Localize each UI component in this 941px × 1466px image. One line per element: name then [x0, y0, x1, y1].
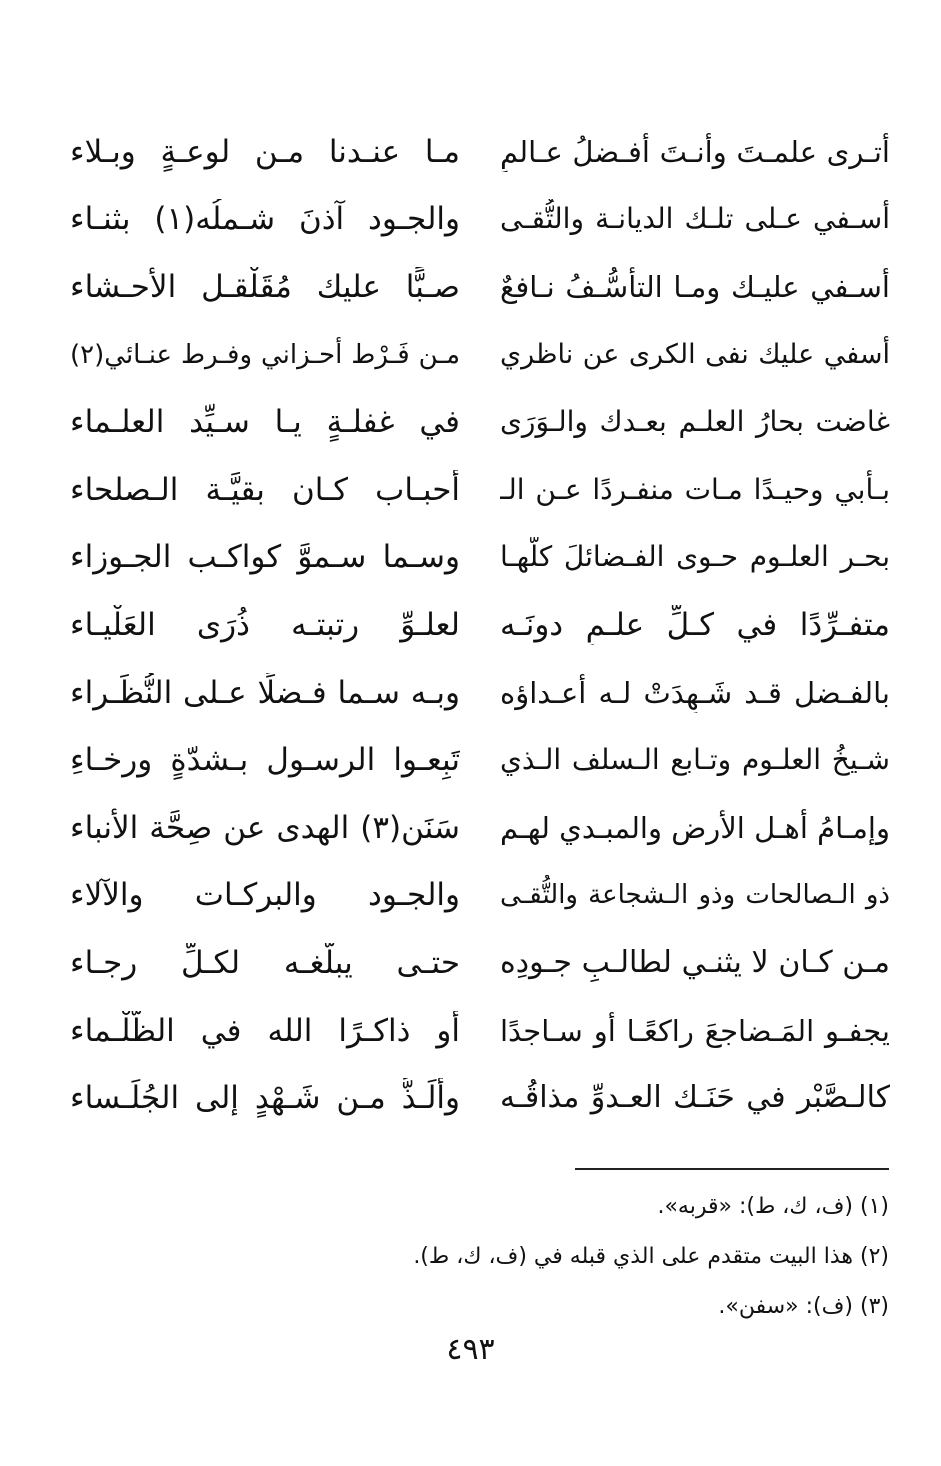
verse-line	[70, 388, 890, 456]
verse-second-hemistich: والجـود والبركـات والآلاء	[70, 877, 460, 914]
verse-first-hemistich: بالفـضل قـد شَـهِدَتْ لـه أعـداؤه	[500, 675, 890, 710]
verse-line	[70, 1064, 890, 1132]
footnotes	[89, 1182, 889, 1332]
verse-line	[70, 321, 890, 389]
verse-second-hemistich: صـبًّا عليك مُقَلْقـل الأحـشاء	[70, 268, 460, 305]
verse-second-hemistich: لعلـوِّ رتبتـه ذُرَى العَلْيـاء	[70, 606, 460, 643]
verse-line	[70, 997, 890, 1065]
verse-second-hemistich: وألَـذُّ مـن شَـهْدٍ إلى الجُلَـساء	[70, 1080, 460, 1117]
verse-line	[70, 659, 890, 727]
verse-second-hemistich: تَبِعـوا الرسـول بـشدّةٍ ورخـاءِ	[70, 742, 460, 779]
verse-second-hemistich: أحبـاب كـان بقيَّـة الـصلحاء	[70, 471, 460, 508]
verse-second-hemistich: أو ذاكـرًا الله في الظَّلْـماء	[70, 1012, 460, 1049]
verse-line	[70, 862, 890, 930]
verse-first-hemistich: وإمـامُ أهـل الأرض والمبـدي لهـم	[500, 810, 890, 845]
verse-line	[70, 253, 890, 321]
verse-first-hemistich: مـن كـان لا يثنـي لطالـبِ جـودِه	[500, 944, 890, 980]
verse-first-hemistich: غاضت بحارُ العلـم بعـدك والـوَرَى	[500, 405, 890, 439]
verse-second-hemistich: والجـود آذنَ شـملُه(١) بثنـاء	[70, 201, 460, 238]
verse-second-hemistich: سَنَن(٣) الهدى عن صِحَّة الأنباء	[70, 809, 460, 846]
verse-first-hemistich: أسـفي عليـك ومـا التأسُّـفُ نـافعٌ	[500, 269, 890, 304]
verse-first-hemistich: شـيخُ العلـوم وتـابع الـسلف الـذي	[500, 743, 890, 777]
verse-line	[70, 456, 890, 524]
verse-first-hemistich: يجفـو المَـضاجعَ راكعًـا أو سـاجدًا	[500, 1013, 890, 1048]
verse-first-hemistich: بـأبي وحيـدًا مـات منفـردًا عـن الـ	[500, 472, 890, 506]
verse-second-hemistich: حتـى يبلّغـه لكـلِّ رجـاء	[70, 944, 460, 981]
poem	[70, 118, 890, 1132]
verse-second-hemistich: مـا عنـدنا مـن لوعـةٍ وبـلاء	[70, 133, 460, 170]
verse-line	[70, 726, 890, 794]
verse-line	[70, 929, 890, 997]
verse-first-hemistich: بحـر العلـوم حـوى الفـضائلَ كلَّهـا	[500, 540, 890, 574]
verse-second-hemistich: وبـه سـما فـضلًا عـلى النُّظَـراء	[70, 674, 460, 711]
verse-first-hemistich: ذو الـصالحات وذو الـشجاعة والتُّقـى	[500, 880, 890, 911]
verse-first-hemistich: كالـصَّبْر في حَنَـك العـدوِّ مذاقُـه	[500, 1080, 890, 1116]
verse-line	[70, 591, 890, 659]
footnote: (٣) (ف): «سفن».	[718, 1294, 889, 1319]
verse-second-hemistich: في غفلـةٍ يـا سـيِّد العلـماء	[70, 404, 460, 441]
verse-first-hemistich: أتـرى علمـتَ وأنـتَ أفـضلُ عـالمٍ	[500, 134, 890, 169]
footnote-separator	[575, 1168, 889, 1170]
verse-first-hemistich: متفـرِّدًا في كـلِّ علـمٍ دونَـه	[500, 606, 890, 643]
footnote: (٢) هذا البيت متقدم على الذي قبله في (ف، ك، ط).	[413, 1244, 889, 1269]
verse-first-hemistich: أسـفي عـلى تلـك الديانـة والتُّقـى	[500, 202, 890, 236]
footnote: (١) (ف، ك، ط): «قربه».	[657, 1194, 889, 1219]
verse-line	[70, 118, 890, 186]
verse-second-hemistich: مـن فَـرْط أحـزاني وفـرط عنـائي(٢)	[70, 339, 460, 370]
verse-line	[70, 794, 890, 862]
page-number: ٤٩٣	[446, 1332, 495, 1367]
verse-first-hemistich: أسفي عليك نفى الكرى عن ناظري	[500, 338, 890, 370]
verse-line	[70, 524, 890, 592]
verse-line	[70, 186, 890, 254]
verse-second-hemistich: وسـما سـموَّ كواكـب الجـوزاء	[70, 539, 460, 576]
